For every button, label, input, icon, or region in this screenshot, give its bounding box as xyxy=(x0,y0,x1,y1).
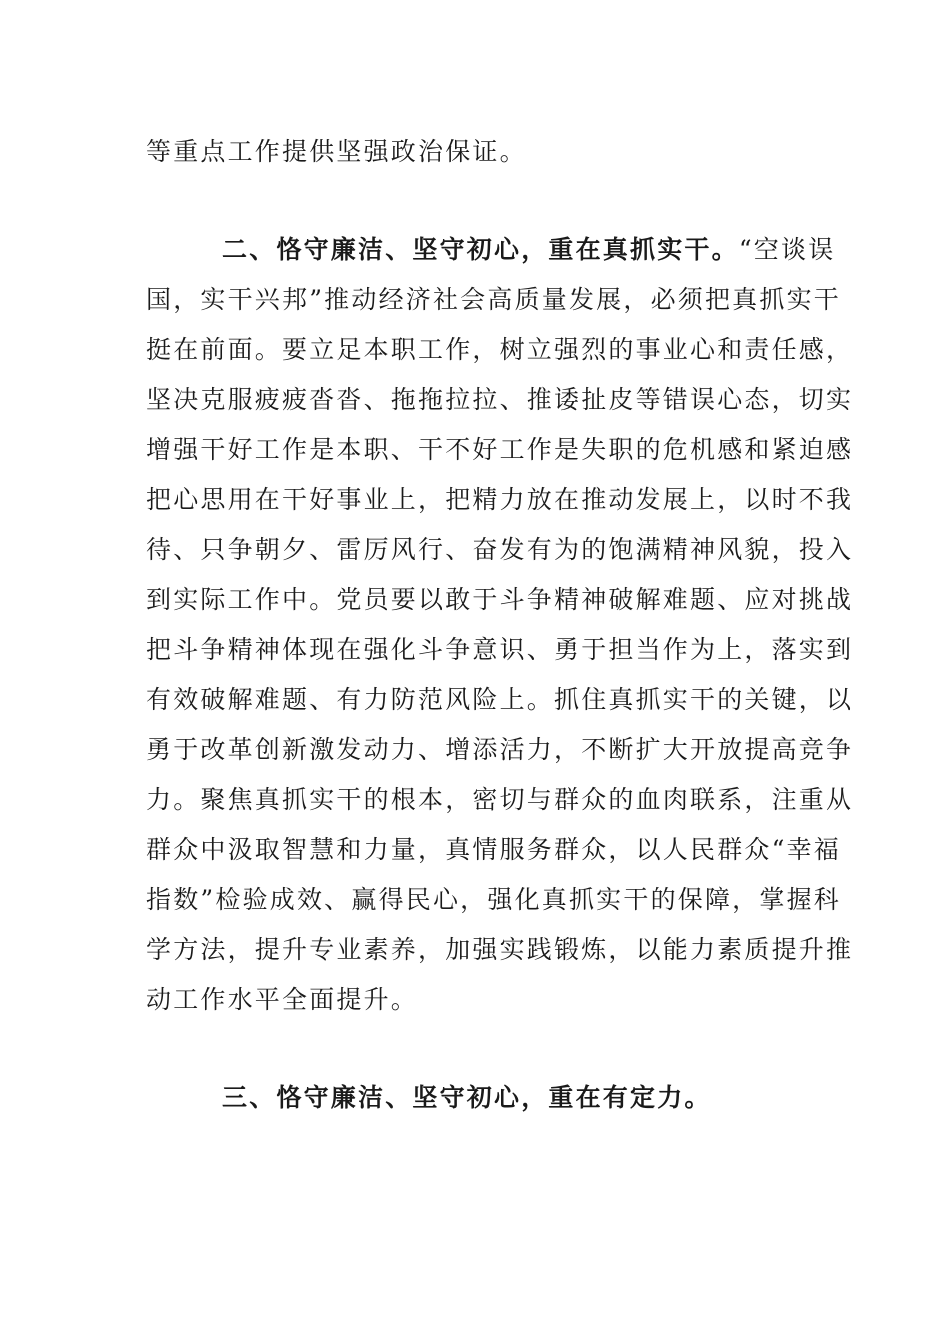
section-2-first-line xyxy=(222,235,836,265)
body-line: 力。聚焦真抓实干的根本，密切与群众的血肉联系，注重从 xyxy=(146,785,854,814)
body-line: 国，实干兴邦”推动经济社会高质量发展，必须把真抓实干 xyxy=(146,285,841,314)
body-line: 坚决克服疲疲沓沓、拖拖拉拉、推诿扯皮等错误心态，切实 xyxy=(146,385,854,414)
body-line: 群众中汲取智慧和力量，真情服务群众，以人民群众“幸福 xyxy=(146,835,841,864)
body-line: 待、只争朝夕、雷厉风行、奋发有为的饱满精神风貌，投入 xyxy=(146,535,854,564)
section-2-first-line-rest: “空谈误 xyxy=(738,235,836,264)
body-line: 勇于改革创新激发动力、增添活力，不断扩大开放提高竞争 xyxy=(146,735,854,764)
body-line: 有效破解难题、有力防范风险上。抓住真抓实干的关键，以 xyxy=(146,685,854,714)
body-line: 动工作水平全面提升。 xyxy=(146,985,419,1014)
intro-line: 等重点工作提供坚强政治保证。 xyxy=(146,137,527,166)
section-3-heading: 三、恪守廉洁、坚守初心，重在有定力。 xyxy=(222,1083,712,1112)
body-line: 指数”检验成效、赢得民心，强化真抓实干的保障，掌握科 xyxy=(146,885,841,914)
body-line: 挺在前面。要立足本职工作，树立强烈的事业心和责任感， xyxy=(146,335,854,364)
body-line: 到实际工作中。党员要以敢于斗争精神破解难题、应对挑战 xyxy=(146,585,854,614)
body-line: 学方法，提升专业素养，加强实践锻炼，以能力素质提升推 xyxy=(146,935,854,964)
body-line: 增强干好工作是本职、干不好工作是失职的危机感和紧迫感 xyxy=(146,435,854,464)
section-2-heading: 二、恪守廉洁、坚守初心，重在真抓实干。 xyxy=(222,235,739,264)
body-line: 把斗争精神体现在强化斗争意识、勇于担当作为上，落实到 xyxy=(146,635,854,664)
body-line: 把心思用在干好事业上，把精力放在推动发展上，以时不我 xyxy=(146,485,854,514)
